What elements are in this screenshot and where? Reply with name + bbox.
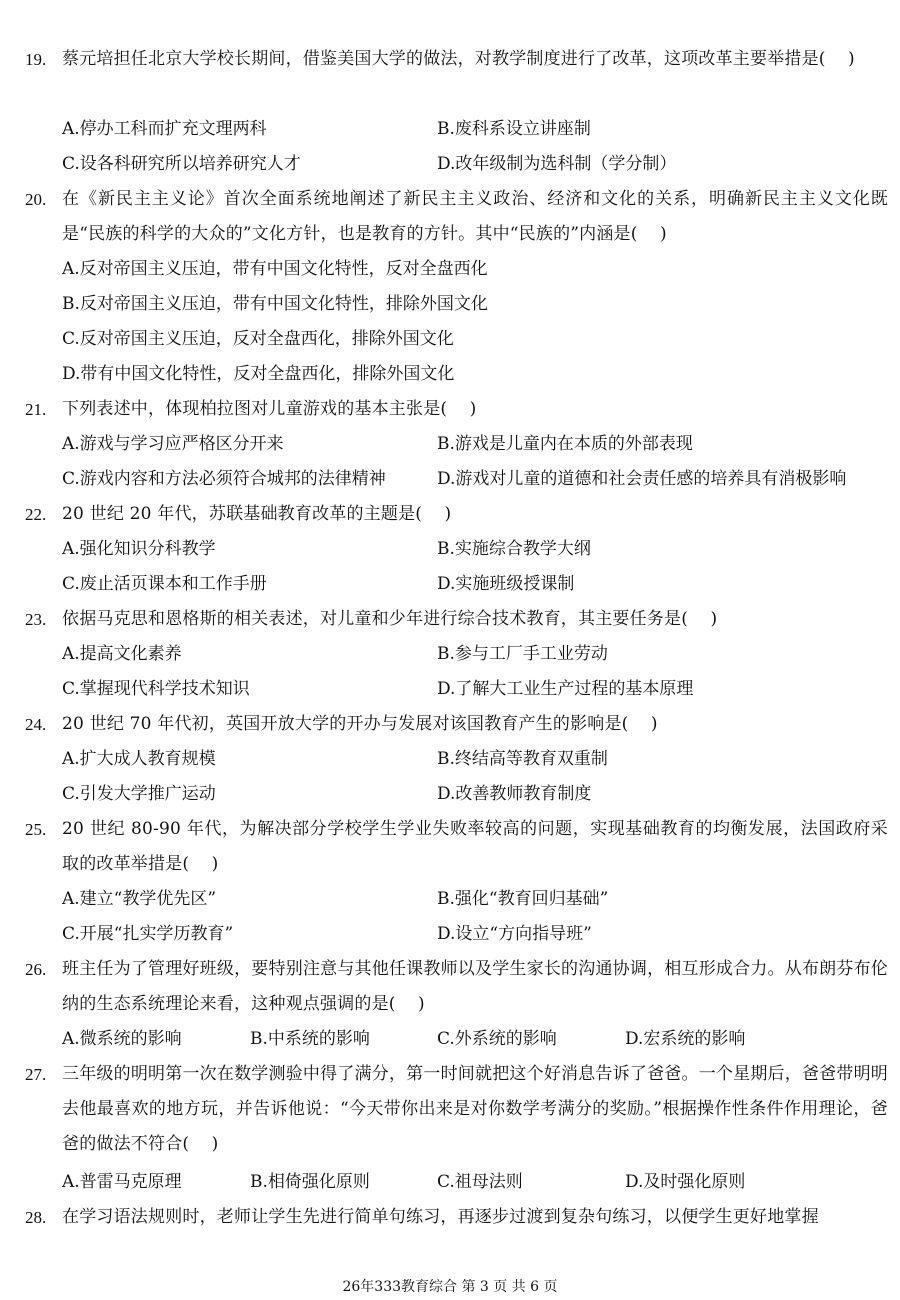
- option-b: B.强化“教育回归基础”: [437, 889, 609, 909]
- question-stem: 三年级的明明第一次在数学测验中得了满分，第一时间就把这个好消息告诉了爸爸。一个星期后，爸爸带明明去他最喜欢的地方玩，并告诉他说：“今天带你出来是对你数学考满分的奖励。”根据操作性条件作用理论，爸爸的做法不符合( ): [62, 1064, 888, 1154]
- option-a: A.扩大成人教育规模: [62, 749, 216, 769]
- question-number: 22.: [25, 505, 47, 524]
- option-c: C.反对帝国主义压迫，反对全盘西化，排除外国文化: [62, 329, 454, 349]
- option-d: D.了解大工业生产过程的基本原理: [437, 679, 694, 699]
- option-c: C.引发大学推广运动: [62, 784, 216, 804]
- question-number: 23.: [25, 610, 47, 629]
- question-stem: 依据马克思和恩格斯的相关表述，对儿童和少年进行综合技术教育，其主要任务是( ): [62, 609, 718, 629]
- question-number: 27.: [25, 1065, 47, 1084]
- option-b: B.中系统的影响: [250, 1029, 370, 1049]
- option-a: A.反对帝国主义压迫，带有中国文化特性，反对全盘西化: [62, 259, 488, 279]
- option-a: A.停办工科而扩充文理两科: [62, 119, 267, 139]
- option-d: D.实施班级授课制: [437, 574, 575, 594]
- option-a: A.游戏与学习应严格区分开来: [62, 434, 284, 454]
- question-number: 20.: [25, 190, 47, 209]
- option-a: A.建立“教学优先区”: [62, 889, 217, 909]
- option-d: D.设立“方向指导班”: [437, 924, 592, 944]
- question-number: 28.: [25, 1208, 47, 1227]
- option-c: C.外系统的影响: [437, 1029, 557, 1049]
- option-b: B.反对帝国主义压迫，带有中国文化特性，排除外国文化: [62, 294, 488, 314]
- option-b: B.终结高等教育双重制: [437, 749, 608, 769]
- question-stem: 20 世纪 20 年代，苏联基础教育改革的主题是( ): [62, 504, 452, 524]
- option-d: D.宏系统的影响: [625, 1029, 746, 1049]
- option-b: B.相倚强化原则: [250, 1172, 370, 1192]
- option-d: D.带有中国文化特性，反对全盘西化，排除外国文化: [62, 364, 455, 384]
- question-stem: 20 世纪 80-90 年代，为解决部分学校学生学业失败率较高的问题，实现基础教育的均衡发展，法国政府采取的改革举措是( ): [62, 819, 888, 874]
- option-a: A.普雷马克原理: [62, 1172, 182, 1192]
- option-c: C.掌握现代科学技术知识: [62, 679, 250, 699]
- question-stem: 班主任为了管理好班级，要特别注意与其他任课教师以及学生家长的沟通协调，相互形成合力。从布朗芬布伦纳的生态系统理论来看，这种观点强调的是( ): [62, 959, 888, 1014]
- question-number: 25.: [25, 820, 47, 839]
- option-b: B.实施综合教学大纲: [437, 539, 591, 559]
- question-number: 26.: [25, 960, 47, 979]
- question-stem: 下列表述中，体现柏拉图对儿童游戏的基本主张是( ): [62, 399, 477, 419]
- question-stem: 在《新民主主义论》首次全面系统地阐述了新民主主义政治、经济和文化的关系，明确新民主主义文化既是“民族的科学的大众的”文化方针，也是教育的方针。其中“民族的”内涵是( ): [62, 189, 888, 244]
- question-stem: 20 世纪 70 年代初，英国开放大学的开办与发展对该国教育产生的影响是( ): [62, 714, 658, 734]
- option-b: B.游戏是儿童内在本质的外部表现: [437, 434, 693, 454]
- question-number: 24.: [25, 715, 47, 734]
- question-stem: 在学习语法规则时，老师让学生先进行简单句练习，再逐步过渡到复杂句练习，以便学生更好地掌握: [62, 1207, 819, 1227]
- option-c: C.祖母法则: [437, 1172, 523, 1192]
- option-d: D.及时强化原则: [625, 1172, 746, 1192]
- option-b: B.参与工厂手工业劳动: [437, 644, 608, 664]
- page-footer: 26年333教育综合 第 3 页 共 6 页: [342, 1279, 558, 1295]
- option-d: D.改善教师教育制度: [437, 784, 592, 804]
- option-a: A.强化知识分科教学: [62, 539, 216, 559]
- question-number: 21.: [25, 400, 47, 419]
- question-number: 19.: [25, 50, 47, 69]
- option-a: A.微系统的影响: [62, 1029, 182, 1049]
- question-stem: 蔡元培担任北京大学校长期间，借鉴美国大学的做法，对教学制度进行了改革，这项改革主要举措是( ): [62, 49, 855, 69]
- option-d: D.游戏对儿童的道德和社会责任感的培养具有消极影响: [437, 469, 847, 489]
- option-b: B.废科系设立讲座制: [437, 119, 591, 139]
- option-a: A.提高文化素养: [62, 644, 182, 664]
- option-d: D.改年级制为选科制（学分制）: [437, 154, 677, 174]
- option-c: C.开展“扎实学历教育”: [62, 924, 234, 944]
- option-c: C.游戏内容和方法必须符合城邦的法律精神: [62, 469, 386, 489]
- option-c: C.废止活页课本和工作手册: [62, 574, 267, 594]
- option-c: C.设各科研究所以培养研究人才: [62, 154, 301, 174]
